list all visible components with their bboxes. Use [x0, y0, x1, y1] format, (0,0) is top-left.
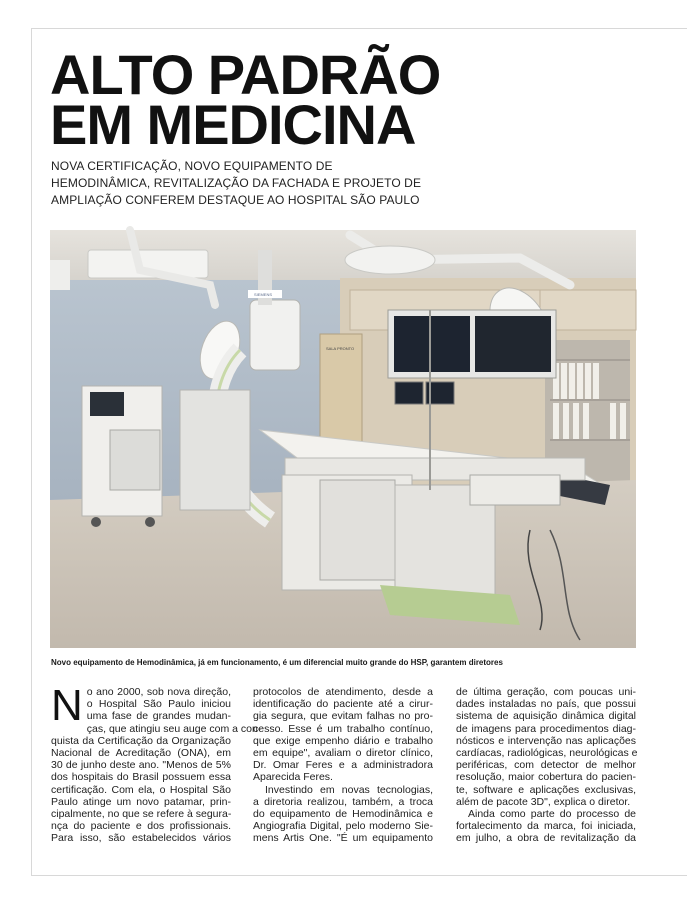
body-line: quista da Certificação da Organização [51, 734, 231, 747]
body-line: Investindo em novas tecnologias, [265, 783, 433, 796]
body-line: identificação do paciente até a cirur- [253, 698, 433, 711]
subheading-line: AMPLIAÇÃO CONFEREM DESTAQUE AO HOSPITAL SÃO PAULO [51, 193, 420, 207]
body-line: gia segura, que evitam falhas no pro- [253, 710, 433, 723]
body-line: mens Artis One. "É um equipamento [253, 832, 433, 845]
body-line: de última geração, com poucas uni- [456, 686, 636, 698]
body-line: a diretoria realizou, também, a troca [253, 795, 433, 808]
room-sign: SALA PRONTO [326, 346, 355, 351]
body-line: Ainda como parte do processo de [468, 807, 636, 820]
body-line: em julho, a obra de revitalização da [456, 832, 636, 845]
body-line: que exige empenho diário e trabalho [253, 734, 433, 747]
body-line: te, software e aplicações exclusivas, [456, 783, 636, 796]
body-line: cipalmente, no que se refere à segura- [51, 807, 232, 820]
article-column-2 [253, 686, 433, 844]
body-line: do equipamento de Hemodinâmica e [253, 807, 433, 820]
body-line: Angiografia Digital, pelo moderno Sie- [253, 820, 433, 833]
body-line: dades instaladas no país, que possui [456, 698, 636, 711]
body-line: fortalecimento da marca, foi iniciada, [456, 820, 636, 833]
headline-line: ALTO PADRÃO [50, 43, 441, 106]
hemodynamics-room-photo [50, 230, 636, 648]
body-line: além de pacote 3D", explica o diretor. [456, 795, 631, 808]
body-line: o ano 2000, sob nova direção, [86, 686, 231, 698]
body-line: nça do paciente e dos profissionais. [51, 820, 231, 833]
subheading-line: HEMODINÂMICA, REVITALIZAÇÃO DA FACHADA E PROJETO DE [51, 176, 422, 190]
body-line: Aparecida Feres. [253, 771, 333, 784]
body-line: em equipe", avaliam o diretor clínico, [253, 746, 433, 759]
body-line: sistema de aquisição dinâmica digital [456, 710, 636, 723]
body-line: Dr. Omar Feres e a administradora [253, 759, 433, 772]
headline [50, 43, 441, 156]
drop-cap: N [51, 681, 83, 730]
body-line: resolução, maior cobertura do pacien- [456, 771, 636, 784]
body-line: cardíacas, radiológicas, neurológicas e [456, 746, 638, 759]
body-line: uma fase de grandes mudan- [86, 710, 231, 723]
body-line: Nacional de Acreditação (ONA), em [51, 746, 231, 759]
body-line: Para isso, são estabelecidos vários [51, 832, 231, 845]
body-line: periféricas, com detector de melhor [456, 759, 636, 772]
photo-caption: Novo equipamento de Hemodinâmica, já em funcionamento, é um diferencial muito grande do HSP, garantem diretores [51, 658, 503, 667]
body-line: 30 de junho deste ano. "Menos de 5% [51, 759, 231, 772]
subheading [51, 158, 422, 209]
body-line: nósticos e intervenção nas aplicações [456, 734, 636, 747]
body-line: de imagens para procedimentos diag- [456, 722, 636, 735]
body-line: ças, que atingiu seu auge com a con- [86, 722, 262, 735]
headline-line: EM MEDICINA [50, 93, 416, 156]
body-line: protocolos de atendimento, desde a [253, 686, 433, 698]
body-line: cesso. Esse é um trabalho contínuo, [253, 722, 433, 735]
article-column-3 [456, 686, 636, 844]
device-brand: SIEMENS [254, 292, 273, 297]
body-line: o Hospital São Paulo iniciou [86, 698, 231, 711]
body-line: dos hospitais do Brasil possuem essa [51, 771, 231, 784]
subheading-line: NOVA CERTIFICAÇÃO, NOVO EQUIPAMENTO DE [51, 159, 333, 173]
body-line: certificação. Com ela, o Hospital São [51, 783, 231, 796]
body-line: Paulo atinge um novo patamar, prin- [51, 795, 231, 808]
article-column-1 [51, 681, 262, 845]
